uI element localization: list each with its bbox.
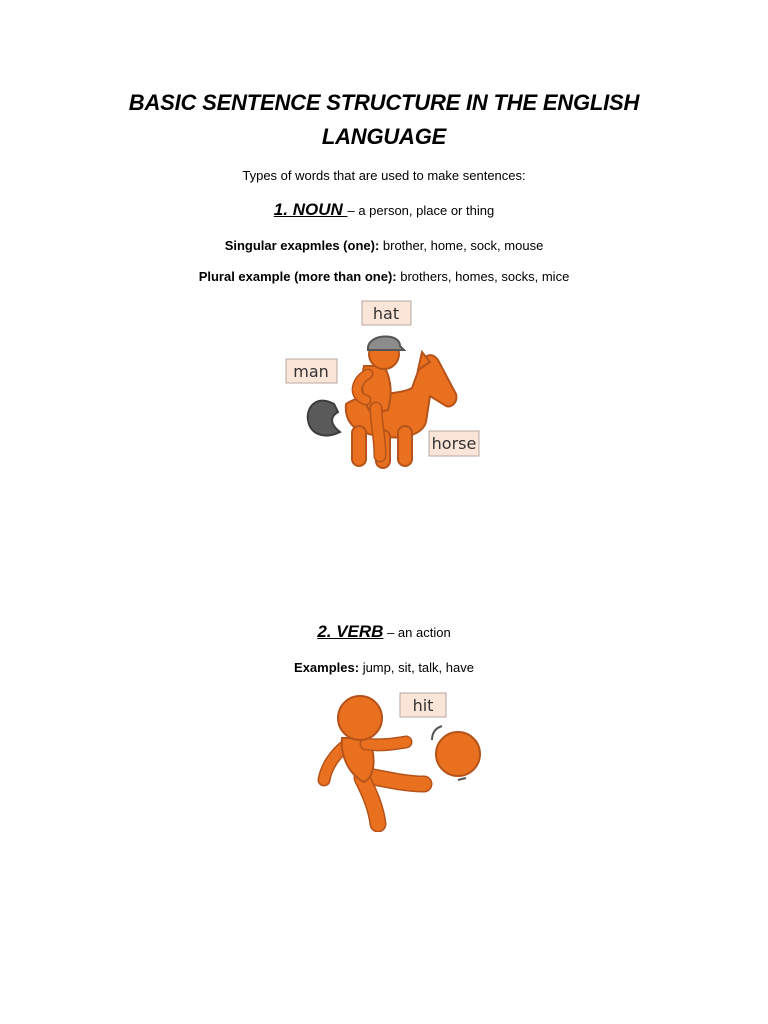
verb-examples-values: jump, sit, talk, have [359,660,474,675]
hit-label-text: hit [412,696,434,715]
man-label-text: man [293,362,329,381]
hat-label-text: hat [372,304,400,323]
horse-label [429,431,479,456]
horse-leg [398,426,412,466]
figure-head [338,696,382,740]
plural-values: brothers, homes, socks, mice [396,269,570,284]
noun-definition: – a person, place or thing [347,203,495,218]
plural-examples [0,269,768,284]
noun-heading: 1. NOUN [273,200,348,219]
horse-leg [352,426,366,466]
man-on-horse-illustration [280,296,484,486]
ball [436,732,480,776]
man-label [286,359,337,383]
singular-label: Singular exapmles (one): [224,238,380,253]
horse-tail [308,401,340,436]
verb-heading: 2. VERB [317,622,384,641]
front-arm [366,742,406,745]
verb-heading-line [0,622,768,642]
motion-lines-icon [432,726,442,740]
hit-label [400,693,446,717]
verb-definition: – an action [383,625,451,640]
page-title: BASIC SENTENCE STRUCTURE IN THE ENGLISH LANGUAGE [128,90,640,149]
singular-examples [0,238,768,253]
intro-text: Types of words that are used to make sentences: [242,168,526,183]
noun-heading-line [0,200,768,220]
plural-label: Plural example (more than one): [198,269,397,284]
hat-shape [368,336,404,350]
kicking-figure-illustration [314,688,486,832]
verb-examples-label: Examples: [294,660,360,675]
horse-label-text: horse [431,434,477,453]
verb-examples [0,660,768,675]
kicking-leg [368,776,424,784]
rider-leg [376,408,380,456]
singular-values: brother, home, sock, mouse [379,238,544,253]
hat-label [362,301,411,325]
